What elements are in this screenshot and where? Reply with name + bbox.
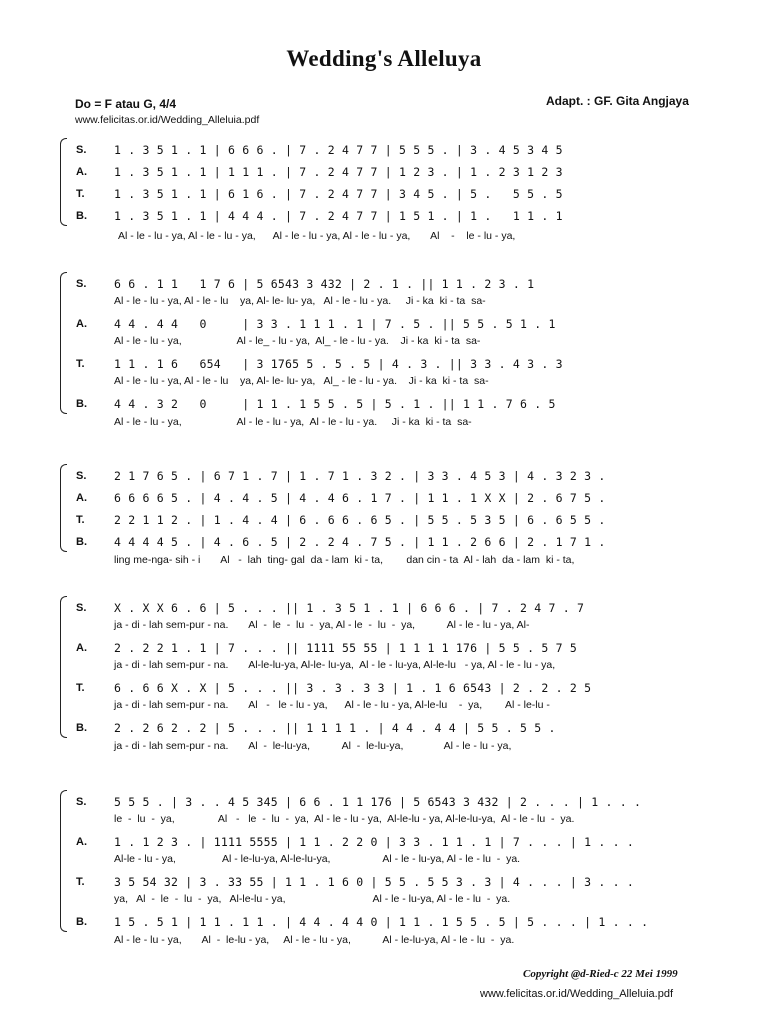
notes-tenor: 1 1 . 1 6 654 | 3 1765 5 . 5 . 5 | 4 . 3 . || 3 3 . 4 3 . 3 — [114, 357, 563, 371]
lyric-line: Al-le - lu - ya, Al - le-lu-ya, Al-le-lu-ya, Al - le - lu-ya, Al - le - lu - ya. — [114, 853, 521, 865]
lyric-line: Al - le - lu - ya, Al - le - lu - ya, Al - le - lu - ya, Al - le - lu - ya, Al - le - lu - ya, — [118, 230, 516, 242]
copyright-notice: Copyright @d-Ried-c 22 Mei 1999 — [523, 968, 678, 980]
notes-alto: 2 . 2 2 1 . 1 | 7 . . . || 1111 55 55 | 1 1 1 1 176 | 5 5 . 5 7 5 — [114, 641, 578, 655]
notes-alto: 4 4 . 4 4 0 | 3 3 . 1 1 1 . 1 | 7 . 5 . || 5 5 . 5 1 . 1 — [114, 317, 556, 331]
score-system-4 — [60, 594, 690, 764]
notes-bass: 4 4 . 3 2 0 | 1 1 . 1 5 5 . 5 | 5 . 1 . || 1 1 . 7 6 . 5 — [114, 397, 556, 411]
notes-tenor: 3 5 54 32 | 3 . 33 55 | 1 1 . 1 6 0 | 5 5 . 5 5 3 . 3 | 4 . . . | 3 . . . — [114, 875, 635, 889]
system-brace — [60, 272, 67, 414]
voice-label-soprano: S. — [76, 796, 87, 808]
lyric-line: ya, Al - le - lu - ya, Al-le-lu - ya, Al - le - lu-ya, Al - le - lu - ya. — [114, 893, 511, 905]
notes-tenor: 2 2 1 1 2 . | 1 . 4 . 4 | 6 . 6 6 . 6 5 . | 5 5 . 5 3 5 | 6 . 6 5 5 . — [114, 513, 606, 527]
voice-label-tenor: T. — [76, 876, 85, 888]
notes-tenor: 1 . 3 5 1 . 1 | 6 1 6 . | 7 . 2 4 7 7 | 3 4 5 . | 5 . 5 5 . 5 — [114, 187, 563, 201]
notes-alto: 1 . 1 2 3 . | 1111 5555 | 1 1 . 2 2 0 | 3 3 . 1 1 . 1 | 7 . . . | 1 . . . — [114, 835, 635, 849]
notes-soprano: 1 . 3 5 1 . 1 | 6 6 6 . | 7 . 2 4 7 7 | 5 5 5 . | 3 . 4 5 3 4 5 — [114, 143, 563, 157]
voice-label-alto: A. — [76, 166, 87, 178]
voice-label-alto: A. — [76, 642, 87, 654]
voice-label-alto: A. — [76, 836, 87, 848]
lyric-line: ja - di - lah sem-pur - na. Al - le-lu-ya, Al - le-lu-ya, Al - le - lu - ya, — [114, 740, 512, 752]
lyric-line: Al - le - lu - ya, Al - le - lu ya, Al- le- lu- ya, Al_ - le - lu - ya. Ji - ka ki - ta sa- — [114, 375, 489, 387]
voice-label-tenor: T. — [76, 188, 85, 200]
score-system-1 — [60, 136, 690, 246]
voice-label-tenor: T. — [76, 358, 85, 370]
lyric-line: ja - di - lah sem-pur - na. Al - le - lu - ya, Al - le - lu - ya, Al - le - lu - ya, Al- — [114, 619, 530, 631]
score-system-5 — [60, 788, 690, 958]
notes-bass: 2 . 2 6 2 . 2 | 5 . . . || 1 1 1 1 . | 4 4 . 4 4 | 5 5 . 5 5 . — [114, 721, 556, 735]
lyric-line: le - lu - ya, Al - le - lu - ya, Al - le - lu - ya, Al-le-lu - ya, Al-le-lu-ya, Al - le - lu - ya. — [114, 813, 575, 825]
lyric-line: ja - di - lah sem-pur - na. Al - le - lu - ya, Al - le - lu - ya, Al-le-lu - ya, Al - le-lu - — [114, 699, 550, 711]
score-system-2 — [60, 270, 690, 440]
voice-label-soprano: S. — [76, 278, 87, 290]
system-brace — [60, 790, 67, 932]
footer-url[interactable]: www.felicitas.or.id/Wedding_Alleluia.pdf — [480, 988, 674, 1000]
notes-alto: 1 . 3 5 1 . 1 | 1 1 1 . | 7 . 2 4 7 7 | 1 2 3 . | 1 . 2 3 1 2 3 — [114, 165, 563, 179]
voice-label-tenor: T. — [76, 682, 85, 694]
notes-tenor: 6 . 6 6 X . X | 5 . . . || 3 . 3 . 3 3 | 1 . 1 6 6543 | 2 . 2 . 2 5 — [114, 681, 592, 695]
voice-label-bass: B. — [76, 398, 87, 410]
voice-label-alto: A. — [76, 318, 87, 330]
system-brace — [60, 596, 67, 738]
notes-soprano: 6 6 . 1 1 1 7 6 | 5 6543 3 432 | 2 . 1 . || 1 1 . 2 3 . 1 — [114, 277, 535, 291]
lyric-line: Al - le - lu - ya, Al - le - lu ya, Al- le- lu- ya, Al - le - lu - ya. Ji - ka ki - ta sa- — [114, 295, 486, 307]
lyric-line: ling me-nga- sih - i Al - lah ting- gal da - lam ki - ta, dan cin - ta Al - lah da - lam ki - ta, — [114, 554, 575, 566]
system-brace — [60, 138, 67, 226]
lyric-line: Al - le - lu - ya, Al - le-lu - ya, Al - le - lu - ya, Al - le-lu-ya, Al - le - lu - ya. — [114, 934, 515, 946]
voice-label-tenor: T. — [76, 514, 85, 526]
source-url[interactable]: www.felicitas.or.id/Wedding_Alleluia.pdf — [75, 114, 260, 126]
key-signature: Do = F atau G, 4/4 — [75, 97, 177, 111]
voice-label-bass: B. — [76, 916, 87, 928]
notes-soprano: 2 1 7 6 5 . | 6 7 1 . 7 | 1 . 7 1 . 3 2 . | 3 3 . 4 5 3 | 4 . 3 2 3 . — [114, 469, 606, 483]
notes-alto: 6 6 6 6 5 . | 4 . 4 . 5 | 4 . 4 6 . 1 7 . | 1 1 . 1 X X | 2 . 6 7 5 . — [114, 491, 606, 505]
lyric-line: Al - le - lu - ya, Al - le - lu - ya, Al - le - lu - ya. Ji - ka ki - ta sa- — [114, 416, 472, 428]
score-system-3 — [60, 462, 690, 572]
notes-bass: 4 4 4 4 5 . | 4 . 6 . 5 | 2 . 2 4 . 7 5 . | 1 1 . 2 6 6 | 2 . 1 7 1 . — [114, 535, 606, 549]
lyric-line: ja - di - lah sem-pur - na. Al-le-lu-ya, Al-le- lu-ya, Al - le - lu-ya, Al-le-lu - ya, Al - le - lu - ya, — [114, 659, 556, 671]
arranger-credit: Adapt. : GF. Gita Angjaya — [546, 94, 689, 108]
voice-label-soprano: S. — [76, 470, 87, 482]
voice-label-bass: B. — [76, 536, 87, 548]
page-title: Wedding's Alleluya — [286, 46, 482, 71]
notes-bass: 1 5 . 5 1 | 1 1 . 1 1 . | 4 4 . 4 4 0 | 1 1 . 1 5 5 . 5 | 5 . . . | 1 . . . — [114, 915, 649, 929]
voice-label-bass: B. — [76, 210, 87, 222]
voice-label-soprano: S. — [76, 144, 87, 156]
notes-soprano: X . X X 6 . 6 | 5 . . . || 1 . 3 5 1 . 1 | 6 6 6 . | 7 . 2 4 7 . 7 — [114, 601, 585, 615]
voice-label-bass: B. — [76, 722, 87, 734]
voice-label-soprano: S. — [76, 602, 87, 614]
system-brace — [60, 464, 67, 552]
notes-soprano: 5 5 5 . | 3 . . 4 5 345 | 6 6 . 1 1 176 | 5 6543 3 432 | 2 . . . | 1 . . . — [114, 795, 642, 809]
lyric-line: Al - le - lu - ya, Al - le_ - lu - ya, Al_ - le - lu - ya. Ji - ka ki - ta sa- — [114, 335, 481, 347]
voice-label-alto: A. — [76, 492, 87, 504]
notes-bass: 1 . 3 5 1 . 1 | 4 4 4 . | 7 . 2 4 7 7 | 1 5 1 . | 1 . 1 1 . 1 — [114, 209, 563, 223]
